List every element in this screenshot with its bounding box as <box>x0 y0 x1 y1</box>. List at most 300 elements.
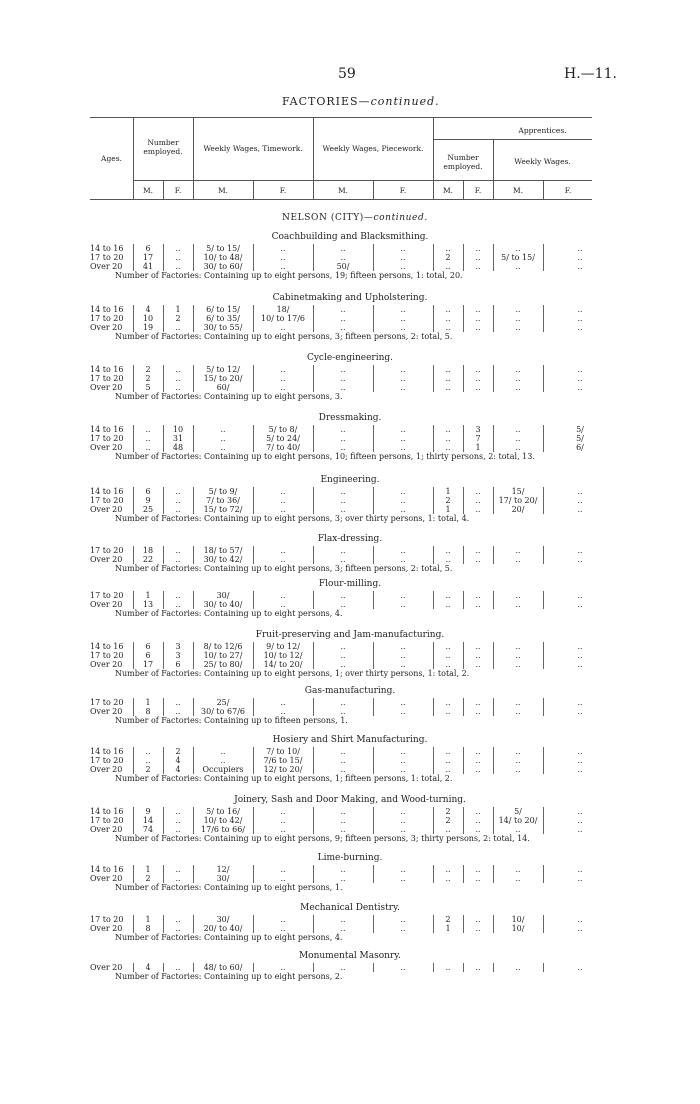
table-cell: .. <box>577 865 583 874</box>
table-cell: 5/ to 24/ <box>266 434 300 443</box>
table-cell: .. <box>400 915 406 924</box>
table-cell: .. <box>515 591 521 600</box>
table-cell: .. <box>475 253 481 262</box>
column-separator <box>163 963 164 972</box>
table-row <box>0 963 700 972</box>
table-cell: .. <box>280 600 286 609</box>
table-cell: .. <box>515 365 521 374</box>
table-cell: 9 <box>145 807 151 816</box>
table-cell: .. <box>280 374 286 383</box>
column-separator <box>133 698 134 716</box>
column-separator <box>493 305 494 332</box>
section-title: Mechanical Dentistry. <box>300 903 400 913</box>
table-cell: .. <box>175 807 181 816</box>
table-cell: .. <box>400 865 406 874</box>
table-cell: .. <box>400 496 406 505</box>
table-cell: .. <box>280 253 286 262</box>
column-separator <box>493 747 494 774</box>
table-cell: 14 <box>142 816 154 825</box>
column-separator <box>463 747 464 774</box>
table-cell: 6 <box>145 487 151 496</box>
factory-count-note: Number of Factories: Containing up to eight persons, 10; fifteen persons, 1; thirty persons, 2: total, 13. <box>115 452 535 461</box>
table-row <box>0 816 700 825</box>
table-cell: 2 <box>145 365 151 374</box>
table-cell: .. <box>175 487 181 496</box>
table-cell: .. <box>577 642 583 651</box>
table-cell: 10/ to 27/ <box>203 651 243 660</box>
table-cell: 22 <box>142 555 154 564</box>
table-cell: .. <box>577 244 583 253</box>
age-cell: 17 to 20 <box>90 253 124 262</box>
table-cell: .. <box>445 546 451 555</box>
table-cell: .. <box>475 600 481 609</box>
table-cell: .. <box>445 756 451 765</box>
table-cell: 2 <box>175 314 181 323</box>
table-cell: 15/ to 20/ <box>203 374 243 383</box>
section-title: Flour-milling. <box>318 579 382 589</box>
column-separator <box>543 963 544 972</box>
column-separator <box>463 546 464 564</box>
table-cell: .. <box>445 874 451 883</box>
table-cell: .. <box>475 642 481 651</box>
table-row <box>0 314 700 323</box>
column-separator <box>253 425 254 452</box>
table-cell: .. <box>515 707 521 716</box>
table-cell: 5/ <box>576 434 584 443</box>
table-cell: .. <box>340 496 346 505</box>
table-cell: .. <box>445 323 451 332</box>
table-cell: .. <box>400 874 406 883</box>
section-title: Dressmaking. <box>318 413 382 423</box>
table-cell: .. <box>475 924 481 933</box>
header-m: M. <box>512 186 524 195</box>
table-row <box>0 496 700 505</box>
table-cell: 25/ <box>216 698 230 707</box>
column-separator <box>253 865 254 883</box>
section-title: Fruit-preserving and Jam-manufacturing. <box>255 630 445 640</box>
table-cell: .. <box>515 651 521 660</box>
column-separator <box>133 807 134 834</box>
table-cell: .. <box>445 865 451 874</box>
column-separator <box>373 365 374 392</box>
table-cell: .. <box>280 365 286 374</box>
column-separator <box>133 591 134 609</box>
table-cell: 1 <box>145 915 151 924</box>
table-cell: .. <box>145 747 151 756</box>
table-cell: .. <box>280 591 286 600</box>
table-cell: .. <box>475 305 481 314</box>
table-cell: .. <box>445 963 451 972</box>
table-cell: 13 <box>142 600 154 609</box>
table-cell: .. <box>175 323 181 332</box>
table-cell: .. <box>445 443 451 452</box>
column-separator <box>433 642 434 669</box>
table-cell: .. <box>340 487 346 496</box>
table-cell: .. <box>515 244 521 253</box>
factory-count-note: Number of Factories: Containing up to eight persons, 3; fifteen persons, 2: total, 5. <box>115 332 453 341</box>
table-cell: .. <box>340 865 346 874</box>
table-cell: .. <box>280 244 286 253</box>
table-row <box>0 365 700 374</box>
table-cell: .. <box>175 825 181 834</box>
table-cell: .. <box>340 816 346 825</box>
table-cell: .. <box>475 707 481 716</box>
column-separator <box>543 915 544 933</box>
table-cell: .. <box>445 434 451 443</box>
table-cell: .. <box>145 756 151 765</box>
table-cell: .. <box>220 443 226 452</box>
table-cell: .. <box>577 963 583 972</box>
table-cell: .. <box>475 365 481 374</box>
column-separator <box>193 963 194 972</box>
table-cell: 1 <box>145 591 151 600</box>
table-row <box>0 505 700 514</box>
age-cell: Over 20 <box>90 825 123 834</box>
table-cell: .. <box>577 365 583 374</box>
table-cell: .. <box>515 546 521 555</box>
age-cell: Over 20 <box>90 600 123 609</box>
header-f: F. <box>174 186 182 195</box>
table-cell: .. <box>577 314 583 323</box>
age-cell: 14 to 16 <box>90 305 124 314</box>
table-cell: .. <box>175 707 181 716</box>
table-cell: 1 <box>145 698 151 707</box>
table-row <box>0 323 700 332</box>
table-cell: .. <box>175 816 181 825</box>
table-cell: .. <box>175 874 181 883</box>
table-row <box>0 425 700 434</box>
table-cell: .. <box>515 314 521 323</box>
table-cell: .. <box>577 487 583 496</box>
age-cell: Over 20 <box>90 443 123 452</box>
column-separator <box>373 425 374 452</box>
table-cell: 60/ <box>216 383 230 392</box>
age-cell: 14 to 16 <box>90 365 124 374</box>
table-cell: .. <box>400 747 406 756</box>
column-separator <box>313 642 314 669</box>
column-separator <box>433 487 434 514</box>
column-separator <box>463 963 464 972</box>
factory-count-note: Number of Factories: Containing up to eight persons, 9; fifteen persons, 3; thirty persons, 2: total, 14. <box>115 834 530 843</box>
table-cell: .. <box>340 555 346 564</box>
table-cell: .. <box>220 425 226 434</box>
table-cell: .. <box>515 443 521 452</box>
table-cell: 6 <box>145 244 151 253</box>
table-cell: .. <box>340 642 346 651</box>
column-separator <box>163 698 164 716</box>
city-heading-continued: continued. <box>373 213 428 223</box>
table-row <box>0 707 700 716</box>
table-cell: .. <box>400 698 406 707</box>
table-cell: .. <box>577 707 583 716</box>
age-cell: Over 20 <box>90 765 123 774</box>
table-cell: 74 <box>142 825 154 834</box>
column-separator <box>313 865 314 883</box>
section-title: Cycle-engineering. <box>306 353 394 363</box>
table-cell: 10/ to 17/6 <box>261 314 305 323</box>
table-cell: .. <box>577 323 583 332</box>
table-cell: 7/ to 40/ <box>266 443 300 452</box>
table-cell: .. <box>475 765 481 774</box>
table-cell: 10/ to 12/ <box>263 651 303 660</box>
table-cell: 19 <box>142 323 154 332</box>
table-cell: .. <box>280 496 286 505</box>
table-cell: 5/ <box>514 807 522 816</box>
table-row <box>0 660 700 669</box>
table-row <box>0 600 700 609</box>
table-cell: 7/ to 10/ <box>266 747 300 756</box>
table-cell: 1 <box>475 443 481 452</box>
table-cell: .. <box>577 546 583 555</box>
table-cell: .. <box>400 323 406 332</box>
age-cell: 14 to 16 <box>90 425 124 434</box>
table-cell: .. <box>400 555 406 564</box>
table-cell: 2 <box>145 374 151 383</box>
column-separator <box>463 865 464 883</box>
age-cell: Over 20 <box>90 383 123 392</box>
column-separator <box>543 425 544 452</box>
table-cell: .. <box>475 816 481 825</box>
factory-count-note: Number of Factories: Containing up to eight persons, 3; fifteen persons, 2: total, 5. <box>115 564 453 573</box>
table-cell: .. <box>340 825 346 834</box>
table-cell: 15/ <box>511 487 525 496</box>
table-cell: .. <box>340 591 346 600</box>
table-cell: .. <box>475 756 481 765</box>
column-separator <box>543 642 544 669</box>
column-separator <box>373 747 374 774</box>
column-separator <box>193 546 194 564</box>
table-cell: .. <box>400 434 406 443</box>
table-cell: .. <box>445 374 451 383</box>
table-cell: 48 <box>172 443 184 452</box>
column-separator <box>163 642 164 669</box>
table-cell: .. <box>515 555 521 564</box>
table-cell: .. <box>475 747 481 756</box>
table-cell: .. <box>445 600 451 609</box>
column-separator <box>133 487 134 514</box>
table-cell: .. <box>400 253 406 262</box>
table-cell: .. <box>340 924 346 933</box>
column-separator <box>313 591 314 609</box>
table-cell: .. <box>475 698 481 707</box>
table-cell: .. <box>475 874 481 883</box>
table-cell: .. <box>577 383 583 392</box>
age-cell: 14 to 16 <box>90 807 124 816</box>
table-cell: .. <box>577 305 583 314</box>
table-cell: 30/ to 42/ <box>203 555 243 564</box>
age-cell: Over 20 <box>90 262 123 271</box>
column-separator <box>463 487 464 514</box>
table-cell: 30/ <box>216 915 230 924</box>
table-cell: .. <box>475 591 481 600</box>
table-cell: 25 <box>142 505 154 514</box>
table-row <box>0 383 700 392</box>
table-row <box>0 747 700 756</box>
column-separator <box>433 546 434 564</box>
table-cell: .. <box>400 505 406 514</box>
factory-count-note: Number of Factories: Containing up to eight persons, 1. <box>115 883 343 892</box>
table-cell: .. <box>445 825 451 834</box>
table-cell: .. <box>145 425 151 434</box>
table-cell: .. <box>400 262 406 271</box>
table-cell: .. <box>400 807 406 816</box>
table-cell: .. <box>515 747 521 756</box>
table-cell: .. <box>400 244 406 253</box>
table-cell: .. <box>280 825 286 834</box>
city-heading-main: NELSON (CITY)— <box>282 213 374 223</box>
table-cell: .. <box>515 434 521 443</box>
column-separator <box>163 365 164 392</box>
table-cell: 18/ <box>276 305 290 314</box>
table-cell: .. <box>577 747 583 756</box>
table-cell: 4 <box>175 756 181 765</box>
column-separator <box>373 244 374 271</box>
column-separator <box>493 963 494 972</box>
section-title: Flax-dressing. <box>317 534 383 544</box>
table-cell: .. <box>515 765 521 774</box>
table-cell: .. <box>340 600 346 609</box>
column-separator <box>493 807 494 834</box>
column-separator <box>133 865 134 883</box>
column-separator <box>313 915 314 933</box>
column-separator <box>543 698 544 716</box>
age-cell: 14 to 16 <box>90 244 124 253</box>
table-cell: .. <box>175 365 181 374</box>
table-cell: 10/ to 48/ <box>203 253 243 262</box>
factory-count-note: Number of Factories: Containing up to eight persons, 4. <box>115 933 343 942</box>
table-cell: .. <box>340 374 346 383</box>
table-row <box>0 262 700 271</box>
column-separator <box>493 365 494 392</box>
table-cell: .. <box>445 425 451 434</box>
table-cell: 20/ <box>511 505 525 514</box>
column-separator <box>133 747 134 774</box>
table-cell: .. <box>175 963 181 972</box>
table-cell: 5/ <box>576 425 584 434</box>
table-cell: .. <box>280 262 286 271</box>
section-title: Monumental Masonry. <box>298 951 402 961</box>
table-cell: .. <box>175 924 181 933</box>
table-cell: .. <box>340 546 346 555</box>
table-cell: 8/ to 12/6 <box>203 642 243 651</box>
table-cell: 15/ to 72/ <box>203 505 243 514</box>
table-cell: 12/ <box>216 865 230 874</box>
column-separator <box>133 963 134 972</box>
table-cell: .. <box>340 244 346 253</box>
table-cell: .. <box>400 642 406 651</box>
column-separator <box>373 487 374 514</box>
table-cell: 5/ to 15/ <box>206 244 240 253</box>
table-cell: .. <box>577 915 583 924</box>
table-cell: 6/ to 15/ <box>206 305 240 314</box>
table-cell: .. <box>445 314 451 323</box>
column-separator <box>163 915 164 933</box>
table-cell: .. <box>475 487 481 496</box>
table-row <box>0 874 700 883</box>
column-separator <box>543 591 544 609</box>
table-cell: .. <box>280 807 286 816</box>
table-cell: .. <box>515 262 521 271</box>
age-cell: Over 20 <box>90 707 123 716</box>
table-cell: .. <box>475 374 481 383</box>
table-cell: .. <box>175 698 181 707</box>
column-separator <box>193 591 194 609</box>
table-cell: 17/ to 20/ <box>498 496 538 505</box>
table-cell: .. <box>340 305 346 314</box>
table-cell: 6 <box>145 651 151 660</box>
column-separator <box>163 487 164 514</box>
section-title: Cabinetmaking and Upholstering. <box>272 293 428 303</box>
table-cell: .. <box>340 383 346 392</box>
table-cell: 6/ to 35/ <box>206 314 240 323</box>
table-cell: .. <box>577 816 583 825</box>
table-cell: .. <box>577 262 583 271</box>
age-cell: 17 to 20 <box>90 816 124 825</box>
table-cell: 10 <box>172 425 184 434</box>
age-cell: Over 20 <box>90 874 123 883</box>
table-cell: 1 <box>445 505 451 514</box>
table-cell: .. <box>280 546 286 555</box>
header-f: F. <box>399 186 407 195</box>
table-cell: .. <box>577 591 583 600</box>
table-cell: .. <box>515 963 521 972</box>
table-cell: .. <box>515 756 521 765</box>
column-separator <box>373 698 374 716</box>
age-cell: Over 20 <box>90 555 123 564</box>
column-separator <box>463 365 464 392</box>
table-cell: .. <box>515 825 521 834</box>
header-f: F. <box>564 186 572 195</box>
table-cell: 41 <box>142 262 154 271</box>
table-cell: .. <box>400 600 406 609</box>
table-cell: 14/ to 20/ <box>498 816 538 825</box>
table-cell: .. <box>475 546 481 555</box>
column-separator <box>543 865 544 883</box>
column-separator <box>433 698 434 716</box>
table-cell: 4 <box>145 305 151 314</box>
age-cell: 14 to 16 <box>90 487 124 496</box>
table-cell: .. <box>577 505 583 514</box>
table-cell: .. <box>445 305 451 314</box>
table-cell: .. <box>340 807 346 816</box>
table-cell: .. <box>340 915 346 924</box>
table-row <box>0 807 700 816</box>
table-row <box>0 244 700 253</box>
table-cell: 2 <box>445 915 451 924</box>
column-separator <box>313 963 314 972</box>
column-separator <box>313 546 314 564</box>
column-separator <box>193 865 194 883</box>
table-cell: .. <box>280 816 286 825</box>
age-cell: Over 20 <box>90 963 123 972</box>
table-cell: .. <box>475 262 481 271</box>
factory-count-note: Number of Factories: Containing up to fifteen persons, 1. <box>115 716 348 725</box>
column-separator <box>133 915 134 933</box>
table-cell: .. <box>340 874 346 883</box>
factory-count-note: Number of Factories: Containing up to eight persons, 1; fifteen persons, 1: total, 2. <box>115 774 453 783</box>
table-cell: .. <box>577 555 583 564</box>
column-separator <box>433 963 434 972</box>
table-cell: .. <box>400 651 406 660</box>
document-reference: H.—11. <box>564 66 617 82</box>
column-separator <box>493 915 494 933</box>
table-cell: .. <box>445 698 451 707</box>
table-cell: .. <box>515 383 521 392</box>
page-title <box>282 95 440 108</box>
column-separator <box>193 487 194 514</box>
column-separator <box>463 305 464 332</box>
table-cell: 7 <box>475 434 481 443</box>
